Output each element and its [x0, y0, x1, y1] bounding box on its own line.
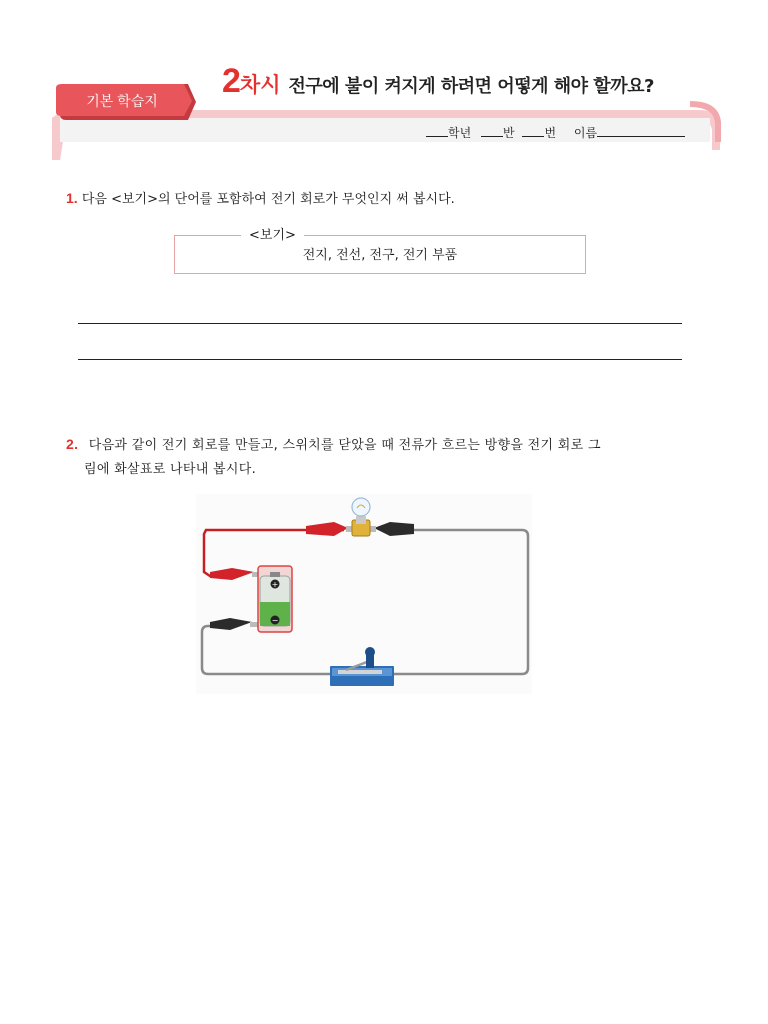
worksheet-badge: 기본 학습지 [86, 93, 158, 109]
name-blank[interactable] [597, 124, 685, 137]
circuit-diagram[interactable] [196, 494, 532, 694]
answer-line-2[interactable] [78, 359, 682, 360]
question-2-text-line1: 다음과 같이 전기 회로를 만들고, 스위치를 닫았을 때 전류가 흐르는 방향을 전기 회로 그 [88, 438, 601, 453]
question-1-text: 다음 <보기>의 단어를 포함하여 전기 회로가 무엇인지 써 봅시다. [81, 192, 455, 207]
class-blank[interactable] [481, 124, 503, 137]
question-1-number: 1. [66, 190, 78, 206]
battery-plus-label: + [271, 580, 279, 589]
battery-minus-label: − [271, 616, 279, 625]
question-2-text-line2: 림에 화살표로 나타내 봅시다. [84, 462, 257, 477]
grade-blank[interactable] [426, 124, 448, 137]
battery [258, 566, 292, 632]
grade-label: 학년 [448, 126, 472, 140]
student-info [426, 124, 685, 141]
title-text: 전구에 불이 켜지게 하려면 어떻게 해야 할까요? [288, 76, 654, 97]
question-1 [66, 186, 455, 212]
bogi-label: <보기> [241, 227, 304, 245]
name-label: 이름 [573, 126, 598, 140]
answer-line-1[interactable] [78, 323, 682, 324]
session-label: 차시 [239, 73, 281, 97]
bogi-items: 전지, 전선, 전구, 전기 부품 [302, 248, 458, 263]
bogi-box [174, 228, 586, 274]
number-label: 번 [544, 126, 557, 140]
question-2-number: 2. [66, 436, 79, 452]
session-number: 2 [222, 62, 240, 100]
number-blank[interactable] [522, 124, 544, 137]
page-title [222, 62, 654, 101]
class-label: 반 [503, 126, 515, 140]
question-2 [66, 432, 706, 482]
